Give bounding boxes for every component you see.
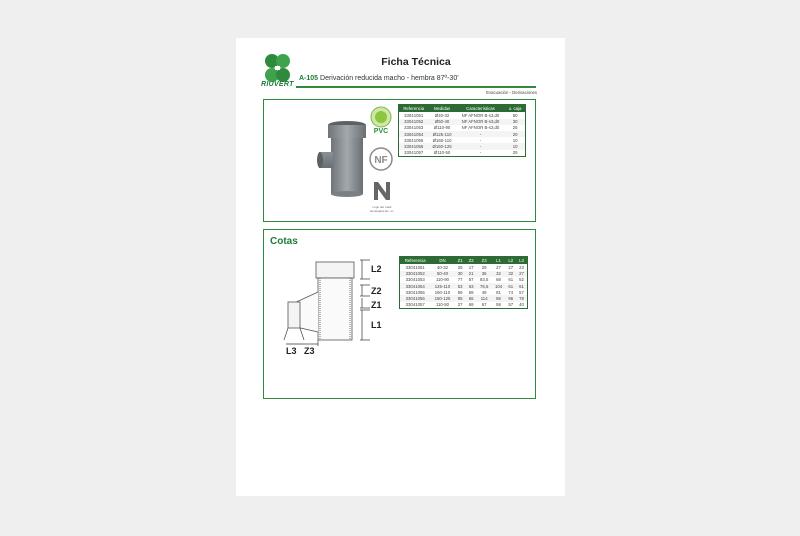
table-cell: 33041057 [405,302,425,308]
label-l3: L3 [286,346,297,354]
table-cell: 32 [492,271,506,277]
column-header: Referencia [400,257,431,265]
table-cell: 104 [492,283,506,289]
table-cell: 50-40 [430,271,454,277]
table-cell: 53 [455,283,466,289]
table-cell: 83,5 [479,277,489,283]
table-cell: 30 [455,271,466,277]
column-header: Z3 [477,257,492,265]
table-cell: NF AFNOR B-s3,d0 [456,119,505,125]
table-cell: 69 [468,289,474,295]
table-cell: 27 [457,302,463,308]
table-cell: 10 [512,137,518,143]
table-cell: 33041051 [404,112,424,118]
table-cell: Ø110-50 [433,150,451,156]
table-cell: 21 [466,271,477,277]
nf-label: NF [374,155,388,166]
datasheet-page [236,38,565,496]
table-cell: Ø160-110 [432,137,452,143]
table-cell: 63 [466,283,477,289]
table-row [400,302,528,309]
table-cell: Ø40-32 [434,112,450,118]
table-cell: NF AFNOR B-s3,d0 [461,125,500,131]
table-cell: Ø50-40 [428,119,455,125]
nf-cert-icon [368,146,394,172]
table-cell: 20 [505,131,525,137]
column-header: L1 [492,257,506,265]
table-cell: Ø160-125 [428,143,455,149]
product-subtitle [299,75,459,82]
table-cell: 66 [466,295,477,301]
table-cell: 33041052 [400,271,431,277]
table-cell: 33041056 [400,295,431,301]
table-cell: 81 [496,289,501,295]
table-cell: 30 [505,119,525,125]
dimensions-table [399,256,528,309]
table-cell: 33041053 [404,125,424,131]
table-cell: 57 [508,302,514,308]
column-header: Z2 [466,257,477,265]
table-cell: 33041051 [405,264,425,270]
table-cell: 61 [508,277,514,283]
product-name: Derivación reducida macho - hembra 87º-30' [320,75,459,82]
table-cell: 58 [496,302,501,308]
label-l1: L1 [371,320,382,330]
table-cell: 33041052 [399,119,429,125]
table-cell: - [456,131,505,137]
table-cell: 48 [481,289,487,295]
table-cell: 75,5 [477,283,492,289]
table-cell: 33041054 [399,131,429,137]
dimensions-box [263,229,536,399]
table-cell: 33041054 [400,283,431,289]
table-cell: 160-125 [430,295,454,301]
table-cell: 69 [468,302,474,308]
table-cell: 95 [455,295,466,301]
table-cell: Ø125-110 [428,131,455,137]
label-z3: Z3 [304,346,315,354]
table-cell: 86 [492,295,506,301]
title-rule [296,86,536,88]
table-cell: 96 [505,295,516,301]
brand-name: RIUVERT [261,81,294,88]
table-cell: 25 [512,150,518,156]
n-mark-caption: Logo del mark Geneaplus Ex. s.l. [369,205,395,213]
table-cell: 57 [468,277,474,283]
table-cell: 32 [505,271,516,277]
column-header: L2 [505,257,516,265]
label-z2: Z2 [371,286,382,296]
table-cell: 110-50 [435,302,450,308]
pvc-cert-icon [369,106,393,139]
pvc-label: PVC [373,128,389,135]
product-code: A-105 [299,75,319,82]
column-header: Referencia [399,105,429,113]
table-cell: 160-110 [434,289,451,295]
table-cell: 67 [481,302,487,308]
page-title: Ficha Técnica [381,56,451,68]
product-info-box [263,99,536,222]
table-cell: 17 [468,264,474,270]
table-cell: - [479,150,482,156]
table-cell: 77 [457,277,463,283]
category-label: Evacuación - Derivaciones [486,90,537,95]
label-l2: L2 [371,264,382,274]
table-cell: 33041053 [405,277,425,283]
table-cell: 78 [516,295,527,301]
column-header: Características [456,105,505,113]
table-cell: 27 [496,264,501,270]
column-header: DN [430,257,454,265]
table-cell: 27 [516,271,527,277]
column-header: u. caja [505,105,525,113]
table-row [399,150,526,157]
table-cell: Ø110-90 [433,125,451,131]
table-cell: 36 [477,271,492,277]
table-cell: 61 [516,283,527,289]
table-cell: 110-90 [435,277,450,283]
section-title: Cotas [270,236,298,247]
table-cell: 74 [508,289,514,295]
column-header: Z1 [455,257,466,265]
table-cell: 33041056 [399,143,429,149]
table-cell: 25 [512,125,518,131]
spec-table [398,104,526,157]
table-cell: 23 [519,264,524,270]
table-cell: 114 [477,295,492,301]
table-cell: 57 [519,289,524,295]
table-cell: 29 [481,264,487,270]
table-cell: 40-32 [436,264,448,270]
table-cell: 33041055 [404,137,424,143]
table-cell: 40 [519,302,524,308]
table-cell: 27 [508,264,514,270]
table-cell: 33041057 [404,150,424,156]
table-cell: 33041055 [405,289,425,295]
table-cell: NF AFNOR B-s3,d0 [461,112,500,118]
table-cell: - [456,143,505,149]
table-cell: 52 [519,277,524,283]
table-cell: 61 [505,283,516,289]
dimension-drawing-icon [274,254,399,354]
table-cell: 25 [457,264,463,270]
table-cell: 50 [512,112,518,118]
column-header: Medidas [428,105,455,113]
table-cell: 10 [505,143,525,149]
label-z1: Z1 [371,300,382,310]
table-cell: 68 [496,277,501,283]
table-cell: - [479,137,482,143]
table-cell: 59 [457,289,463,295]
column-header: L3 [516,257,527,265]
table-cell: 125-110 [430,283,454,289]
